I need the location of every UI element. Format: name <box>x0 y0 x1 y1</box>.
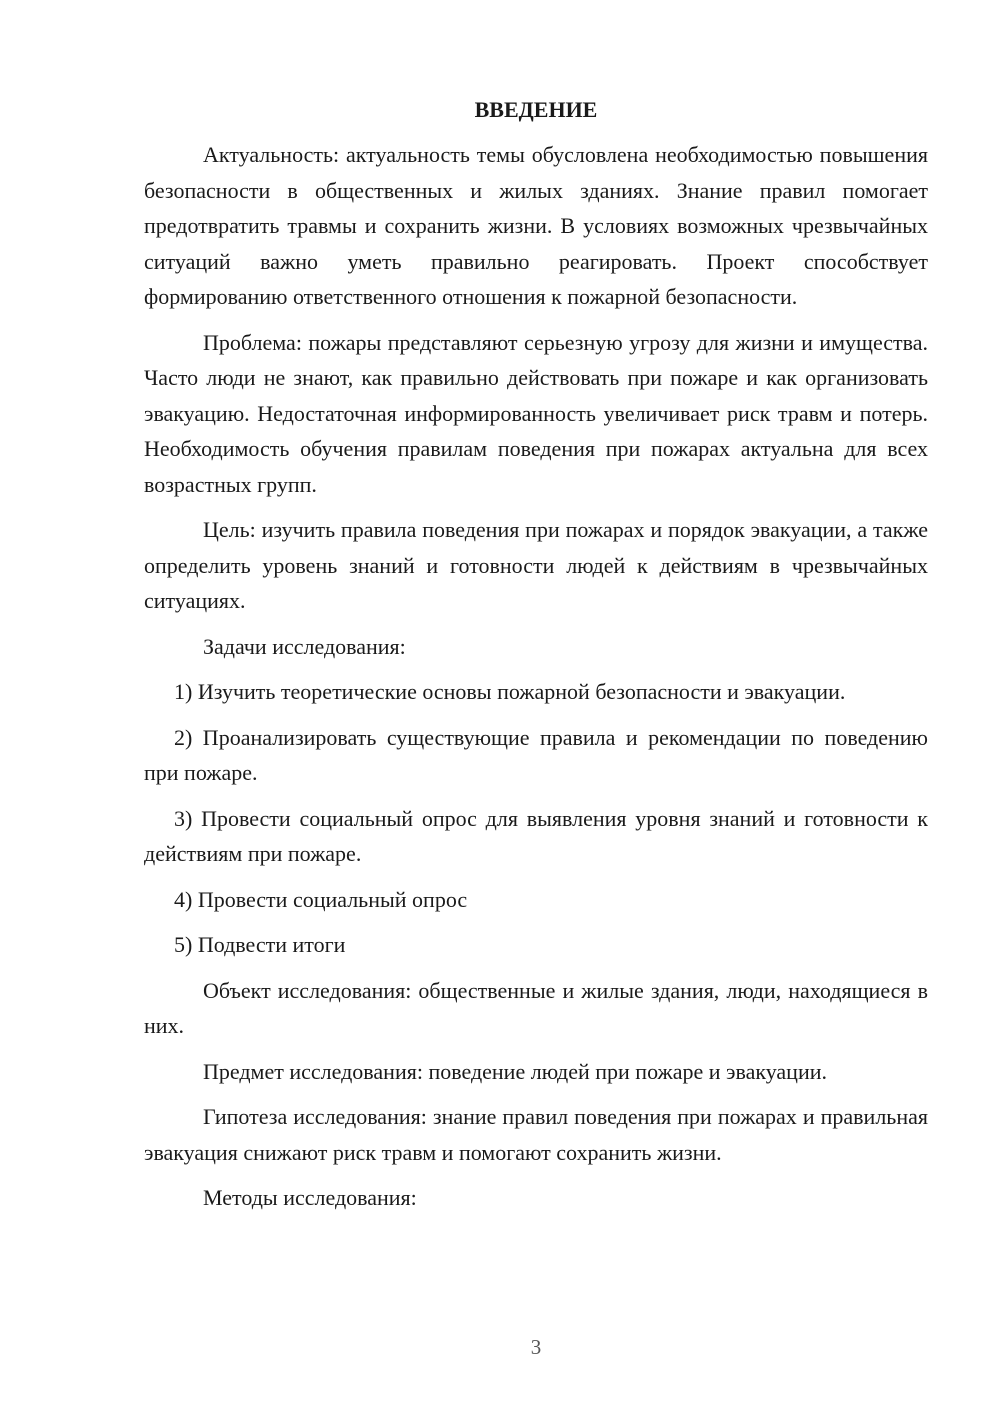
tasks-heading: Задачи исследования: <box>203 633 406 659</box>
section-title: ВВЕДЕНИЕ <box>474 97 598 122</box>
subject-paragraph: Предмет исследования: поведение людей при пожаре и эвакуации. <box>203 1058 828 1084</box>
hypothesis-paragraph: Гипотеза исследования: знание правил поведения при пожарах и правильная эвакуация снижают риск травм и помогают сохранить жизни. <box>144 1104 928 1165</box>
task-item-3: 3) Провести социальный опрос для выявления уровня знаний и готовности к действиям при пожаре. <box>144 805 928 866</box>
object-paragraph: Объект исследования: общественные и жилые здания, люди, находящиеся в них. <box>144 977 928 1038</box>
goal-paragraph: Цель: изучить правила поведения при пожарах и порядок эвакуации, а также определить уровень знаний и готовности людей к действиям в чрезвычайных ситуациях. <box>144 517 928 613</box>
relevance-paragraph: Актуальность: актуальность темы обусловлена необходимостью повышения безопасности в общественных и жилых зданиях. Знание правил помогает предотвратить травмы и сохранить жизни. В условиях возможных чрезвычайных ситуаций важно уметь правильно реагировать. Проект способствует формированию ответственного отношения к пожарной безопасности. <box>144 142 928 309</box>
page-number: 3 <box>530 1335 542 1359</box>
page-content <box>144 92 928 1216</box>
task-item-1: 1) Изучить теоретические основы пожарной безопасности и эвакуации. <box>174 679 846 704</box>
task-item-4: 4) Провести социальный опрос <box>174 886 468 912</box>
methods-heading: Методы исследования: <box>203 1185 417 1210</box>
task-item-2: 2) Проанализировать существующие правила и рекомендации по поведению при пожаре. <box>144 724 928 785</box>
task-item-5: 5) Подвести итоги <box>174 932 346 957</box>
problem-paragraph: Проблема: пожары представляют серьезную угрозу для жизни и имущества. Часто люди не знают, как правильно действовать при пожаре и как организовать эвакуацию. Недостаточная информированность увеличивает риск травм и потерь. Необходимость обучения правилам поведения при пожарах актуальна для всех возрастных групп. <box>144 329 928 497</box>
